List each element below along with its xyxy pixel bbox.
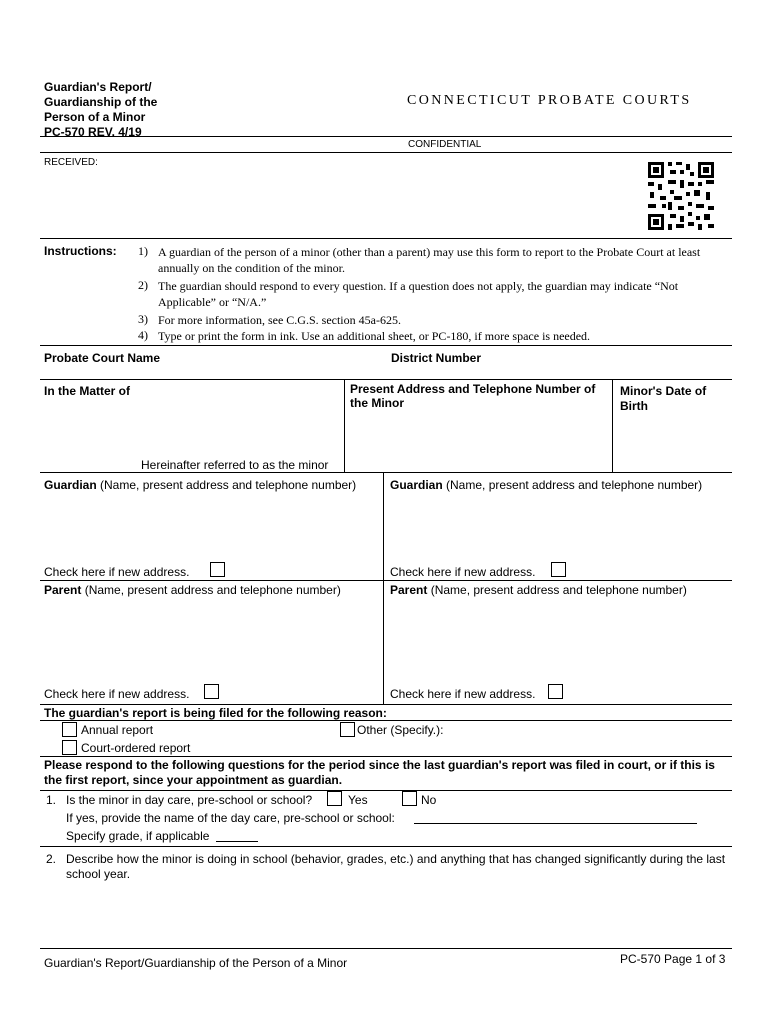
guardian-divider xyxy=(383,472,384,705)
instructions-label: Instructions: xyxy=(44,244,117,258)
guardian-left-label xyxy=(44,478,356,492)
probate-court-name-field[interactable] xyxy=(40,366,385,378)
instructions-top-rule xyxy=(40,238,732,239)
parent-left-new-address-checkbox[interactable] xyxy=(204,684,219,699)
guardian-bold: Guardian xyxy=(44,478,97,492)
instruction-text: For more information, see C.G.S. section 45a-625. xyxy=(158,313,401,327)
header-divider xyxy=(40,136,732,137)
instruction-text: A guardian of the person of a minor (other than a parent) may use this form to report to the Probate Court at least annually on the condition of the minor. xyxy=(158,245,701,275)
footer-page-info: PC-570 Page 1 of 3 xyxy=(620,952,726,966)
parent-bold: Parent xyxy=(390,583,428,597)
district-number-field[interactable] xyxy=(388,366,732,378)
court-name: CONNECTICUT PROBATE COURTS xyxy=(407,93,692,108)
instruction-text: Type or print the form in ink. Use an additional sheet, or PC-180, if more space is needed. xyxy=(158,329,591,343)
form-title-line: Person of a Minor xyxy=(44,110,146,124)
instruction-number: 3) xyxy=(138,312,148,326)
form-title-line: Guardian's Report/ xyxy=(44,80,152,94)
parent-row-top-rule xyxy=(40,580,732,581)
in-the-matter-of-field[interactable] xyxy=(44,400,340,455)
question-2-text: Describe how the minor is doing in school (behavior, grades, etc.) and anything that has changed significantly during the last school year. xyxy=(66,852,726,881)
question-number: 1. xyxy=(46,793,57,807)
other-reason-checkbox[interactable] xyxy=(340,722,355,737)
dob-divider xyxy=(612,379,613,472)
form-title-line: Guardianship of the xyxy=(44,95,158,109)
parent-right-field[interactable] xyxy=(387,600,727,682)
confidential-divider xyxy=(40,152,732,153)
instruction-number: 2) xyxy=(138,278,148,292)
parent-bold: Parent xyxy=(44,583,82,597)
questions-top-rule xyxy=(40,756,732,757)
parent-right-label xyxy=(390,583,687,597)
check-new-address-label: Check here if new address. xyxy=(390,687,536,701)
check-new-address-label: Check here if new address. xyxy=(44,687,190,701)
questions-intro-rule xyxy=(40,790,732,791)
questions-intro: Please respond to the following questions for the period since the last guardian's report was filed in court, or if this is the first report, since your appointment as guardian. xyxy=(44,758,715,787)
guardian-desc: (Name, present address and telephone number) xyxy=(442,478,703,492)
parent-desc: (Name, present address and telephone number) xyxy=(427,583,687,597)
hereinafter-label: Hereinafter referred to as the minor xyxy=(141,458,329,472)
in-the-matter-of-label: In the Matter of xyxy=(44,384,130,398)
court-ordered-label: Court-ordered report xyxy=(81,741,191,755)
guardian-right-new-address-checkbox[interactable] xyxy=(551,562,566,577)
parent-left-field[interactable] xyxy=(44,600,380,682)
other-reason-field[interactable] xyxy=(454,722,730,737)
guardian-desc: (Name, present address and telephone number) xyxy=(96,478,357,492)
minor-dob-label: Minor's Date of Birth xyxy=(620,384,707,413)
question-1-yes-checkbox[interactable] xyxy=(327,791,342,806)
received-label: RECEIVED: xyxy=(44,157,98,168)
guardian-left-new-address-checkbox[interactable] xyxy=(210,562,225,577)
minor-dob-field[interactable] xyxy=(615,416,729,470)
reason-heading: The guardian's report is being filed for the following reason: xyxy=(44,706,387,720)
form-title-block xyxy=(44,80,157,140)
question-1-yes-label: Yes xyxy=(348,793,368,807)
question-number: 2. xyxy=(46,852,57,866)
court-ordered-checkbox[interactable] xyxy=(62,740,77,755)
court-row-top-rule xyxy=(40,345,732,346)
reason-heading-rule xyxy=(40,720,732,721)
reason-top-rule xyxy=(40,704,732,705)
matter-row-top-rule xyxy=(40,379,732,380)
other-reason-label: Other (Specify.): xyxy=(357,723,444,737)
question-1-bottom-rule xyxy=(40,846,732,847)
question-2-answer-field[interactable] xyxy=(44,884,732,944)
question-1-if-yes-label: If yes, provide the name of the day care, pre-school or school: xyxy=(66,811,395,825)
annual-report-label: Annual report xyxy=(81,723,154,737)
check-new-address-label: Check here if new address. xyxy=(44,565,190,579)
footer-rule xyxy=(40,948,732,949)
parent-desc: (Name, present address and telephone number) xyxy=(81,583,341,597)
guardian-bold: Guardian xyxy=(390,478,443,492)
question-1-grade-label: Specify grade, if applicable xyxy=(66,829,210,843)
footer-form-title: Guardian's Report/Guardianship of the Person of a Minor xyxy=(44,956,348,970)
guardian-left-field[interactable] xyxy=(44,494,380,560)
guardian-right-field[interactable] xyxy=(387,494,727,560)
present-address-label: Present Address and Telephone Number of the Minor xyxy=(350,382,596,410)
question-1-grade-field[interactable] xyxy=(216,841,258,842)
guardian-row-top-rule xyxy=(40,472,732,473)
question-1-school-field[interactable] xyxy=(414,823,697,824)
question-1-no-checkbox[interactable] xyxy=(402,791,417,806)
parent-right-new-address-checkbox[interactable] xyxy=(548,684,563,699)
confidential-label: CONFIDENTIAL xyxy=(408,139,482,150)
question-1-no-label: No xyxy=(421,793,437,807)
instruction-number: 1) xyxy=(138,244,148,258)
guardian-right-label xyxy=(390,478,702,492)
qr-code-icon xyxy=(646,160,716,232)
instruction-text: The guardian should respond to every question. If a question does not apply, the guardian may indicate “Not Applicable” or “N/A.” xyxy=(158,279,679,309)
form-number: PC-570 REV. 4/19 xyxy=(44,125,142,139)
check-new-address-label: Check here if new address. xyxy=(390,565,536,579)
annual-report-checkbox[interactable] xyxy=(62,722,77,737)
question-1-text: Is the minor in day care, pre-school or school? xyxy=(66,793,313,807)
probate-court-name-label: Probate Court Name xyxy=(44,351,161,365)
district-number-label: District Number xyxy=(391,351,482,365)
matter-divider xyxy=(344,379,345,472)
present-address-field[interactable] xyxy=(347,412,609,470)
parent-left-label xyxy=(44,583,341,597)
instruction-number: 4) xyxy=(138,328,148,342)
